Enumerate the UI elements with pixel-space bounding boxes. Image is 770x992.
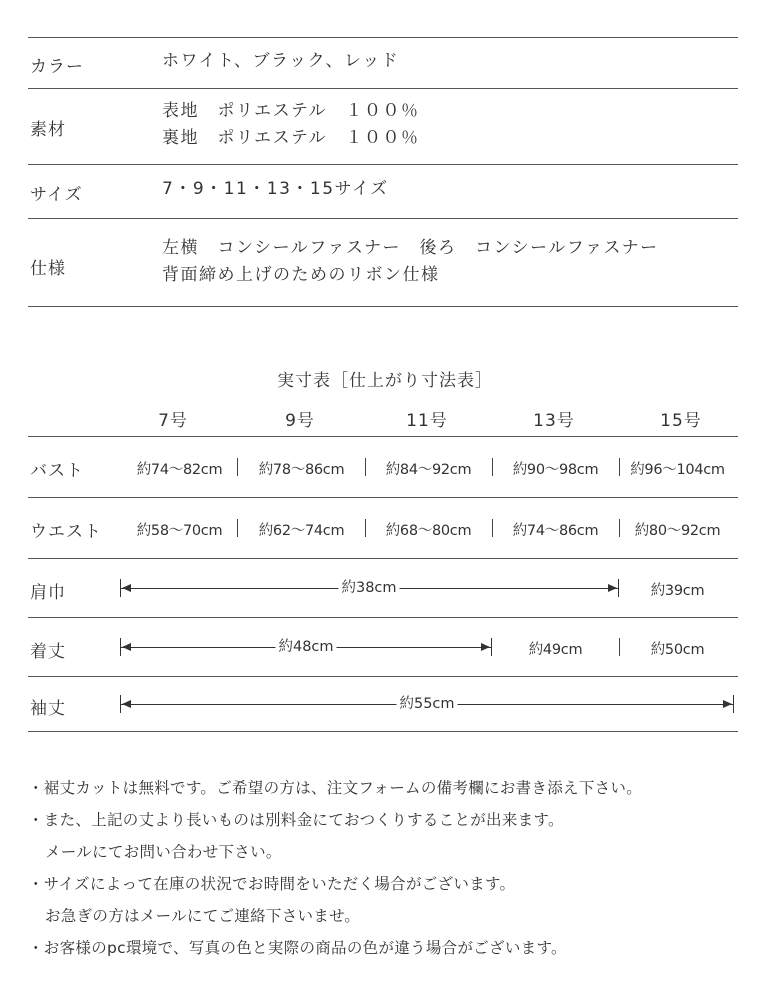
bust-label: バスト — [30, 461, 84, 481]
color-value: ホワイト、ブラック、レッド — [162, 51, 400, 71]
divider — [28, 558, 738, 559]
divider — [28, 436, 738, 437]
size-chart-title: 実寸表［仕上がり寸法表］ — [277, 371, 493, 391]
arrow-right-icon — [481, 643, 490, 651]
divider — [28, 37, 738, 38]
divider — [28, 306, 738, 307]
bust-15: 約96～104cm — [630, 462, 725, 478]
length-15: 約50cm — [650, 642, 705, 658]
spec-line-2: 背面締め上げのためのリボン仕様 — [162, 265, 440, 285]
arrow-left-icon — [122, 584, 131, 592]
shoulder-span-value: 約38cm — [338, 579, 399, 597]
divider — [28, 164, 738, 165]
waist-15: 約80～92cm — [634, 523, 721, 539]
length-13: 約49cm — [528, 642, 583, 658]
size-header-15: 15号 — [660, 411, 702, 431]
size-header-13: 13号 — [533, 411, 575, 431]
size-header-11: 11号 — [406, 411, 448, 431]
size-label: サイズ — [30, 185, 83, 205]
note-urgent: お急ぎの方はメールにてご連絡下さいませ。 — [45, 907, 361, 925]
note-color-difference: ・お客様のpc環境で、写真の色と実際の商品の色が違う場合がございます。 — [28, 939, 567, 957]
length-span-arrow — [120, 638, 492, 656]
note-longer-length: ・また、上記の丈より長いものは別料金にておつくりすることが出来ます。 — [28, 811, 564, 829]
waist-label: ウエスト — [30, 522, 102, 542]
sleeve-label: 袖丈 — [30, 699, 66, 719]
divider — [28, 497, 738, 498]
size-value: 7・9・11・13・15サイズ — [162, 179, 389, 199]
sleeve-span-arrow — [120, 695, 734, 713]
sleeve-span-value: 約55cm — [396, 695, 457, 713]
arrow-left-icon — [122, 643, 131, 651]
material-lining: 裏地 ポリエステル １００％ — [162, 128, 420, 148]
size-header-7: 7号 — [158, 411, 188, 431]
size-header-9: 9号 — [285, 411, 315, 431]
material-label: 素材 — [30, 120, 66, 140]
waist-7: 約58～70cm — [136, 523, 223, 539]
bust-7: 約74～82cm — [136, 462, 223, 478]
waist-9: 約62～74cm — [258, 523, 345, 539]
shoulder-15: 約39cm — [650, 583, 705, 599]
shoulder-label: 肩巾 — [30, 583, 66, 603]
divider — [28, 676, 738, 677]
bust-9: 約78～86cm — [258, 462, 345, 478]
bust-11: 約84～92cm — [385, 462, 472, 478]
divider — [28, 218, 738, 219]
length-label: 着丈 — [30, 642, 66, 662]
note-hem-cut: ・裾丈カットは無料です。ご希望の方は、注文フォームの備考欄にお書き添え下さい。 — [28, 779, 643, 797]
note-stock: ・サイズによって在庫の状況でお時間をいただく場合がございます。 — [28, 875, 516, 893]
divider — [28, 88, 738, 89]
spec-label: 仕様 — [30, 259, 66, 279]
bust-13: 約90～98cm — [512, 462, 599, 478]
divider — [28, 731, 738, 732]
divider — [28, 617, 738, 618]
note-contact-email: メールにてお問い合わせ下さい。 — [45, 843, 282, 861]
waist-13: 約74～86cm — [512, 523, 599, 539]
arrow-right-icon — [723, 700, 732, 708]
length-span-value: 約48cm — [275, 638, 336, 656]
shoulder-span-arrow — [120, 579, 619, 597]
spec-line-1: 左横 コンシールファスナー 後ろ コンシールファスナー — [162, 238, 659, 258]
arrow-left-icon — [122, 700, 131, 708]
color-label: カラー — [30, 57, 84, 77]
material-outer: 表地 ポリエステル １００％ — [162, 101, 420, 121]
waist-11: 約68～80cm — [385, 523, 472, 539]
